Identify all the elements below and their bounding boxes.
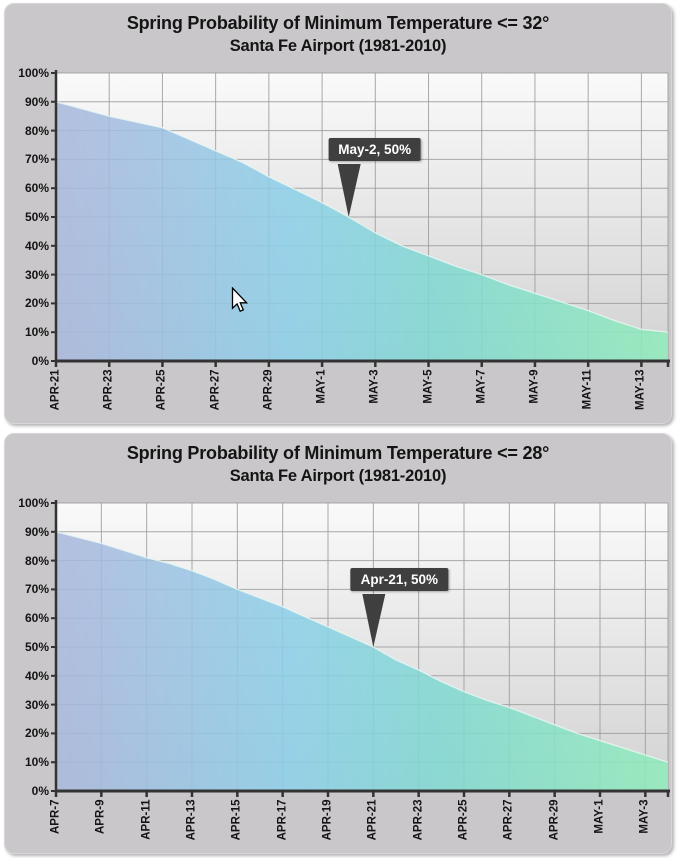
y-axis-label: 100% [18, 66, 49, 80]
x-axis-label: MAY-3 [638, 799, 651, 834]
y-axis-label: 20% [24, 296, 49, 311]
x-axis-label: APR-23 [412, 799, 425, 840]
x-axis-label: APR-25 [155, 369, 168, 410]
x-axis-label: MAY-9 [528, 369, 541, 404]
x-axis-label: APR-19 [321, 799, 334, 840]
x-axis-label: APR-25 [457, 799, 470, 840]
y-axis-label: 10% [24, 325, 49, 340]
chart-panel-28deg [4, 433, 672, 854]
x-axis-label: APR-15 [230, 799, 243, 840]
y-axis-label: 70% [24, 582, 49, 597]
x-axis-label: APR-17 [276, 799, 289, 840]
y-axis-label: 40% [24, 238, 49, 253]
x-axis-label: APR-21 [49, 369, 62, 410]
x-axis-label: APR-27 [209, 369, 222, 410]
y-axis-label: 30% [24, 697, 49, 712]
x-axis-label: APR-7 [49, 799, 62, 834]
chart-panel-32deg [4, 3, 672, 424]
mouse-cursor-icon [231, 287, 249, 314]
area-chart-plot [5, 434, 671, 853]
x-axis-label: MAY-1 [315, 369, 328, 404]
x-axis-label: MAY-3 [368, 369, 381, 404]
y-axis-label: 100% [18, 496, 49, 510]
x-axis-label: APR-21 [366, 799, 379, 840]
chart-subtitle: Santa Fe Airport (1981-2010) [229, 37, 447, 55]
y-axis-label: 50% [24, 210, 49, 224]
x-axis-label: APR-29 [548, 799, 561, 840]
x-axis-label: MAY-11 [581, 369, 594, 409]
x-axis-label: APR-23 [102, 369, 115, 410]
data-label-callout: May-2, 50% [328, 138, 421, 161]
x-axis-label: APR-11 [140, 799, 153, 840]
y-axis-label: 80% [24, 123, 49, 138]
y-axis-label: 10% [24, 755, 49, 770]
y-axis-label: 30% [24, 267, 49, 282]
chart-title: Spring Probability of Minimum Temperature <= 32° [126, 13, 550, 33]
x-axis-label: MAY-7 [475, 369, 488, 404]
y-axis-label: 20% [24, 726, 49, 741]
data-label-callout: Apr-21, 50% [351, 568, 448, 591]
y-axis-label: 60% [24, 181, 49, 196]
area-chart-plot [5, 4, 671, 423]
y-axis-label: 0% [31, 354, 49, 368]
x-axis-label: MAY-5 [422, 369, 435, 404]
y-axis-label: 40% [24, 668, 49, 683]
y-axis-label: 60% [24, 611, 49, 626]
x-axis-label: MAY-13 [634, 369, 647, 410]
y-axis-label: 70% [24, 152, 49, 167]
y-axis-label: 90% [24, 94, 49, 109]
y-axis-label: 0% [31, 784, 49, 798]
x-axis-label: APR-29 [262, 369, 275, 410]
chart-subtitle: Santa Fe Airport (1981-2010) [229, 467, 447, 485]
x-axis-label: APR-9 [94, 799, 107, 834]
y-axis-label: 90% [24, 524, 49, 539]
y-axis-label: 80% [24, 553, 49, 568]
y-axis-label: 50% [24, 640, 49, 654]
x-axis-label: APR-27 [502, 799, 515, 840]
chart-title: Spring Probability of Minimum Temperature <= 28° [126, 443, 550, 463]
x-axis-label: APR-13 [185, 799, 198, 840]
x-axis-label: MAY-1 [593, 799, 606, 834]
